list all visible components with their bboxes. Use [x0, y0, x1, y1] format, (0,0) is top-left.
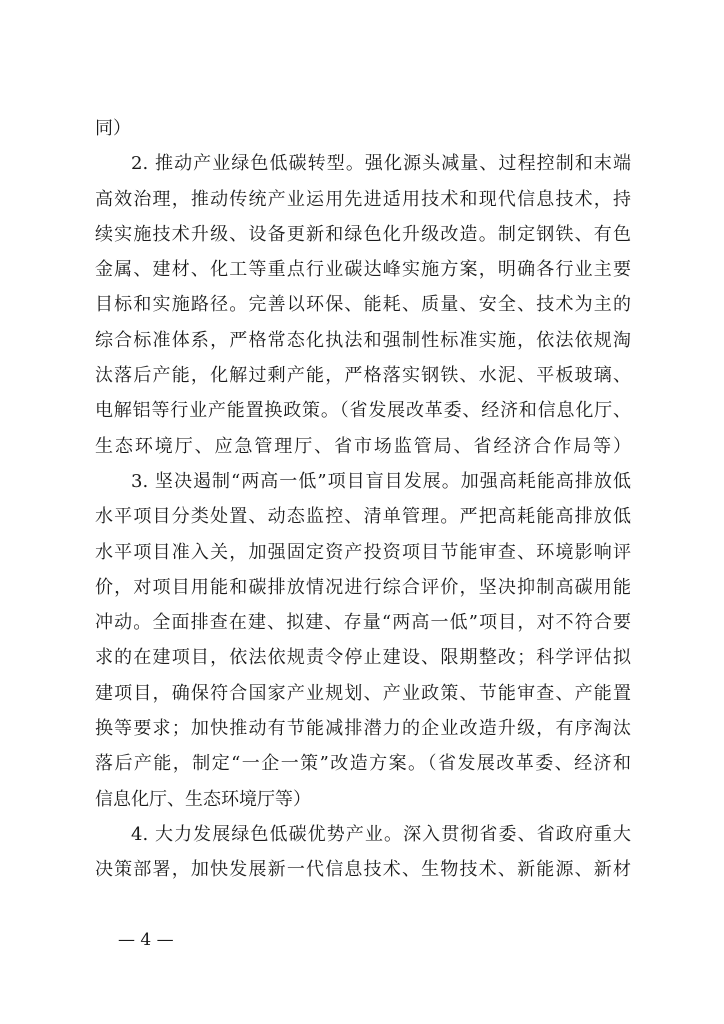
- text-line: 3. 坚决遏制“两高一低”项目盲目发展。加强高耗能高排放低: [131, 470, 631, 492]
- text-line: 续实施技术升级、设备更新和绿色化升级改造。制定钢铁、有色: [95, 223, 631, 245]
- text-line: 金属、建材、化工等重点行业碳达峰实施方案，明确各行业主要: [95, 259, 631, 281]
- text-line: 水平项目准入关，加强固定资产投资项目节能审查、环境影响评: [95, 541, 631, 563]
- text-line: 2. 推动产业绿色低碳转型。强化源头减量、过程控制和末端: [131, 153, 631, 175]
- text-line: 汰落后产能，化解过剩产能，严格落实钢铁、水泥、平板玻璃、: [95, 365, 631, 387]
- text-line: 综合标准体系，严格常态化执法和强制性标准实施，依法依规淘: [95, 329, 631, 351]
- text-line: 冲动。全面排查在建、拟建、存量“两高一低”项目，对不符合要: [95, 612, 631, 634]
- text-line: 换等要求；加快推动有节能减排潜力的企业改造升级，有序淘汰: [95, 718, 631, 740]
- text-line: 高效治理，推动传统产业运用先进适用技术和现代信息技术，持: [95, 188, 631, 210]
- text-line: 电解铝等行业产能置换政策。（省发展改革委、经济和信息化厅、: [95, 400, 631, 422]
- text-line: 价，对项目用能和碳排放情况进行综合评价，坚决抑制高碳用能: [95, 576, 631, 598]
- text-line: 4. 大力发展绿色低碳优势产业。深入贯彻省委、省政府重大: [131, 823, 631, 845]
- page-number: — 4 —: [118, 930, 174, 950]
- text-line: 目标和实施路径。完善以环保、能耗、质量、安全、技术为主的: [95, 294, 631, 316]
- text-line: 落后产能，制定“一企一策”改造方案。（省发展改革委、经济和: [95, 753, 631, 775]
- text-line: 决策部署，加快发展新一代信息技术、生物技术、新能源、新材: [95, 859, 631, 881]
- text-line: 求的在建项目，依法依规责令停止建设、限期整改；科学评估拟: [95, 647, 631, 669]
- body-text: [95, 111, 631, 888]
- text-line: 建项目，确保符合国家产业规划、产业政策、节能审查、产能置: [95, 682, 631, 704]
- text-line: 信息化厅、生态环境厅等）: [95, 788, 311, 810]
- text-line: 生态环境厅、应急管理厅、省市场监管局、省经济合作局等）: [95, 435, 631, 457]
- text-line: 水平项目分类处置、动态监控、清单管理。严把高耗能高排放低: [95, 506, 631, 528]
- text-line: 同）: [95, 118, 131, 139]
